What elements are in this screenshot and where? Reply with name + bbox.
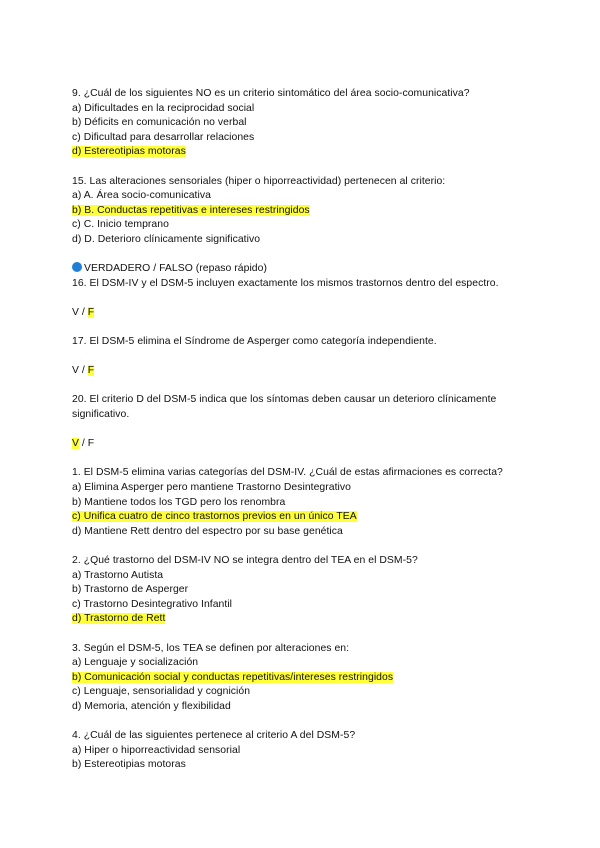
question-9-text: 9. ¿Cuál de los siguientes NO es un criterio sintomático del área socio-comunicativa? [72, 88, 470, 99]
highlighted-answer: d) Trastorno de Rett [72, 613, 166, 625]
question-15-text: 15. Las alteraciones sensoriales (hiper o hiporreactividad) pertenecen al criterio: [72, 175, 446, 187]
question-2 [72, 554, 542, 627]
question-3-option-a: a) Lenguaje y socialización [72, 657, 199, 669]
question-4-option-b: b) Estereotipias motoras [72, 759, 186, 771]
question-1-option-a: a) Elimina Asperger pero mantiene Trastorno Desintegrativo [72, 482, 351, 494]
question-16-text: 16. El DSM-IV y el DSM-5 incluyen exactamente los mismos trastornos dentro del espectro. [72, 277, 499, 289]
question-15-option-c: c) C. Inicio temprano [72, 219, 169, 231]
highlighted-answer: d) Estereotipias motoras [72, 146, 186, 158]
question-17-text: 17. El DSM-5 elimina el Síndrome de Asperger como categoría independiente. [72, 336, 437, 348]
question-1-text: 1. El DSM-5 elimina varias categorías del DSM-IV. ¿Cuál de estas afirmaciones es correcta? [72, 467, 503, 479]
highlighted-answer: c) Unifica cuatro de cinco trastornos previos en un único TEA [72, 511, 357, 523]
question-2-option-a: a) Trastorno Autista [72, 569, 164, 581]
document-page [72, 87, 542, 773]
question-15-option-d: d) D. Deterioro clínicamente significativo [72, 233, 261, 245]
highlighted-answer: V [72, 438, 79, 450]
question-9-option-a: a) Dificultades en la reciprocidad social [72, 102, 255, 114]
question-9-option-b: b) Déficits en comunicación no verbal [72, 117, 247, 129]
question-2-option-b: b) Trastorno de Asperger [72, 584, 189, 596]
question-17-answer: V / F [72, 365, 95, 377]
question-16-answer: V / F [72, 306, 95, 318]
question-3-option-c: c) Lenguaje, sensorialidad y cognición [72, 686, 251, 698]
highlighted-answer: F [87, 365, 95, 377]
highlighted-answer: F [87, 306, 95, 318]
question-9 [72, 87, 542, 160]
question-1-option-b: b) Mantiene todos los TGD pero los renombra [72, 496, 286, 508]
question-2-text: 2. ¿Qué trastorno del DSM-IV NO se integra dentro del TEA en el DSM-5? [72, 555, 418, 566]
section-title: VERDADERO / FALSO (repaso rápido) [72, 262, 542, 277]
true-false-section [72, 262, 542, 452]
question-20-answer: V / F [72, 438, 95, 450]
question-3-text: 3. Según el DSM-5, los TEA se definen por alteraciones en: [72, 642, 350, 654]
question-15 [72, 175, 542, 248]
question-2-option-d [72, 612, 542, 627]
question-15-option-a: a) A. Área socio-comunicativa [72, 190, 211, 202]
highlighted-answer: b) Comunicación social y conductas repetitivas/intereses restringidos [72, 671, 394, 683]
question-1-option-d: d) Mantiene Rett dentro del espectro por su base genética [72, 525, 343, 537]
question-9-option-c: c) Dificultad para desarrollar relaciones [72, 131, 255, 143]
question-2-option-c: c) Trastorno Desintegrativo Infantil [72, 598, 233, 610]
question-3-option-b [72, 671, 542, 686]
question-20-text: 20. El criterio D del DSM-5 indica que los síntomas deben causar un deterioro clínicamente significativo. [72, 394, 497, 421]
highlighted-answer: b) B. Conductas repetitivas e intereses restringidos [72, 204, 310, 216]
question-3-option-d: d) Memoria, atención y flexibilidad [72, 700, 231, 712]
question-9-option-d [72, 145, 542, 160]
question-1-option-c [72, 510, 542, 525]
blue-circle-icon [72, 262, 82, 272]
question-1 [72, 466, 542, 539]
question-4-option-a: a) Hiper o hiporreactividad sensorial [72, 744, 241, 756]
question-15-option-b [72, 204, 542, 219]
question-3 [72, 642, 542, 715]
question-4 [72, 729, 542, 773]
question-4-text: 4. ¿Cuál de las siguientes pertenece al criterio A del DSM-5? [72, 730, 356, 742]
